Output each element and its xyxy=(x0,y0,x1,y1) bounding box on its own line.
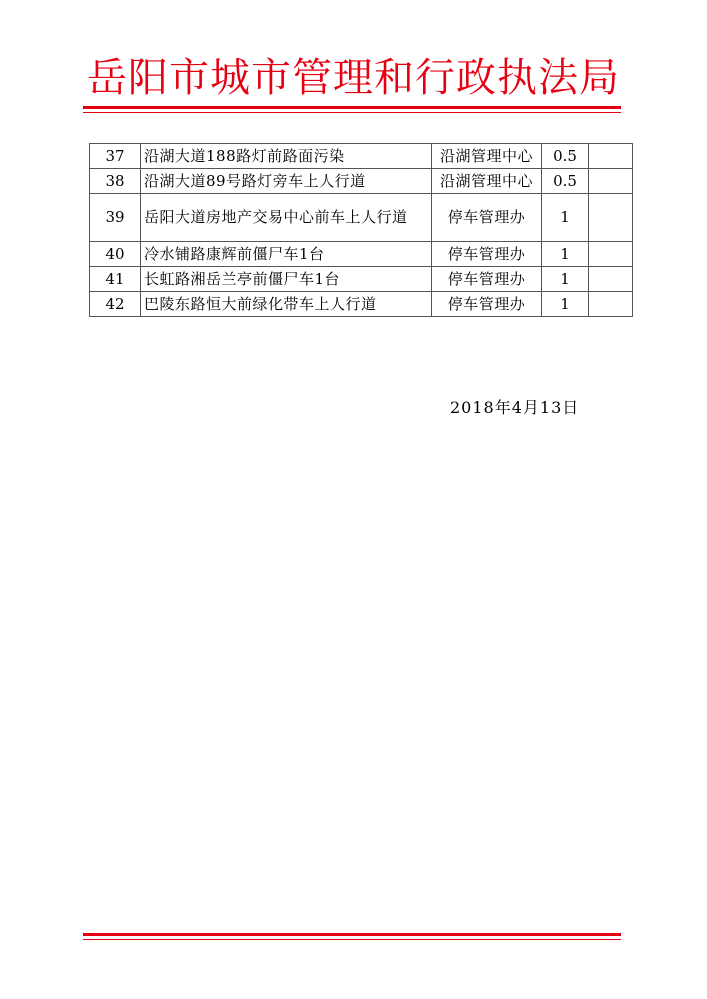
row-department: 停车管理办 xyxy=(432,194,542,242)
row-number: 37 xyxy=(90,144,141,169)
row-score: 1 xyxy=(542,242,589,267)
row-department: 沿湖管理中心 xyxy=(432,169,542,194)
table-row xyxy=(90,267,633,292)
row-note xyxy=(589,267,633,292)
document-title: 岳阳市城市管理和行政执法局 xyxy=(87,55,620,101)
row-description: 冷水铺路康辉前僵尸车1台 xyxy=(141,242,432,267)
row-number: 41 xyxy=(90,267,141,292)
violation-table xyxy=(89,143,633,317)
table-row xyxy=(90,169,633,194)
row-description: 巴陵东路恒大前绿化带车上人行道 xyxy=(141,292,432,317)
row-note xyxy=(589,169,633,194)
row-score: 1 xyxy=(542,292,589,317)
row-description: 沿湖大道89号路灯旁车上人行道 xyxy=(141,169,432,194)
row-department: 停车管理办 xyxy=(432,292,542,317)
table-row xyxy=(90,194,633,242)
row-number: 38 xyxy=(90,169,141,194)
row-score: 0.5 xyxy=(542,144,589,169)
table-row xyxy=(90,242,633,267)
row-note xyxy=(589,144,633,169)
row-score: 1 xyxy=(542,194,589,242)
row-number: 39 xyxy=(90,194,141,242)
row-note xyxy=(589,194,633,242)
violation-table-body xyxy=(90,144,633,317)
row-department: 停车管理办 xyxy=(432,242,542,267)
row-number: 40 xyxy=(90,242,141,267)
row-note xyxy=(589,242,633,267)
footer-rule-thin xyxy=(83,939,621,940)
row-score: 1 xyxy=(542,267,589,292)
issue-date: 2018年4月13日 xyxy=(450,398,580,417)
row-number: 42 xyxy=(90,292,141,317)
row-score: 0.5 xyxy=(542,169,589,194)
table-row xyxy=(90,144,633,169)
row-description: 岳阳大道房地产交易中心前车上人行道 xyxy=(141,194,432,242)
row-description: 沿湖大道188路灯前路面污染 xyxy=(141,144,432,169)
row-description: 长虹路湘岳兰亭前僵尸车1台 xyxy=(141,267,432,292)
footer-rule-thick xyxy=(83,933,621,936)
header-rule-thin xyxy=(83,112,621,113)
header-rule-thick xyxy=(83,106,621,109)
row-department: 沿湖管理中心 xyxy=(432,144,542,169)
table-row xyxy=(90,292,633,317)
row-note xyxy=(589,292,633,317)
row-department: 停车管理办 xyxy=(432,267,542,292)
